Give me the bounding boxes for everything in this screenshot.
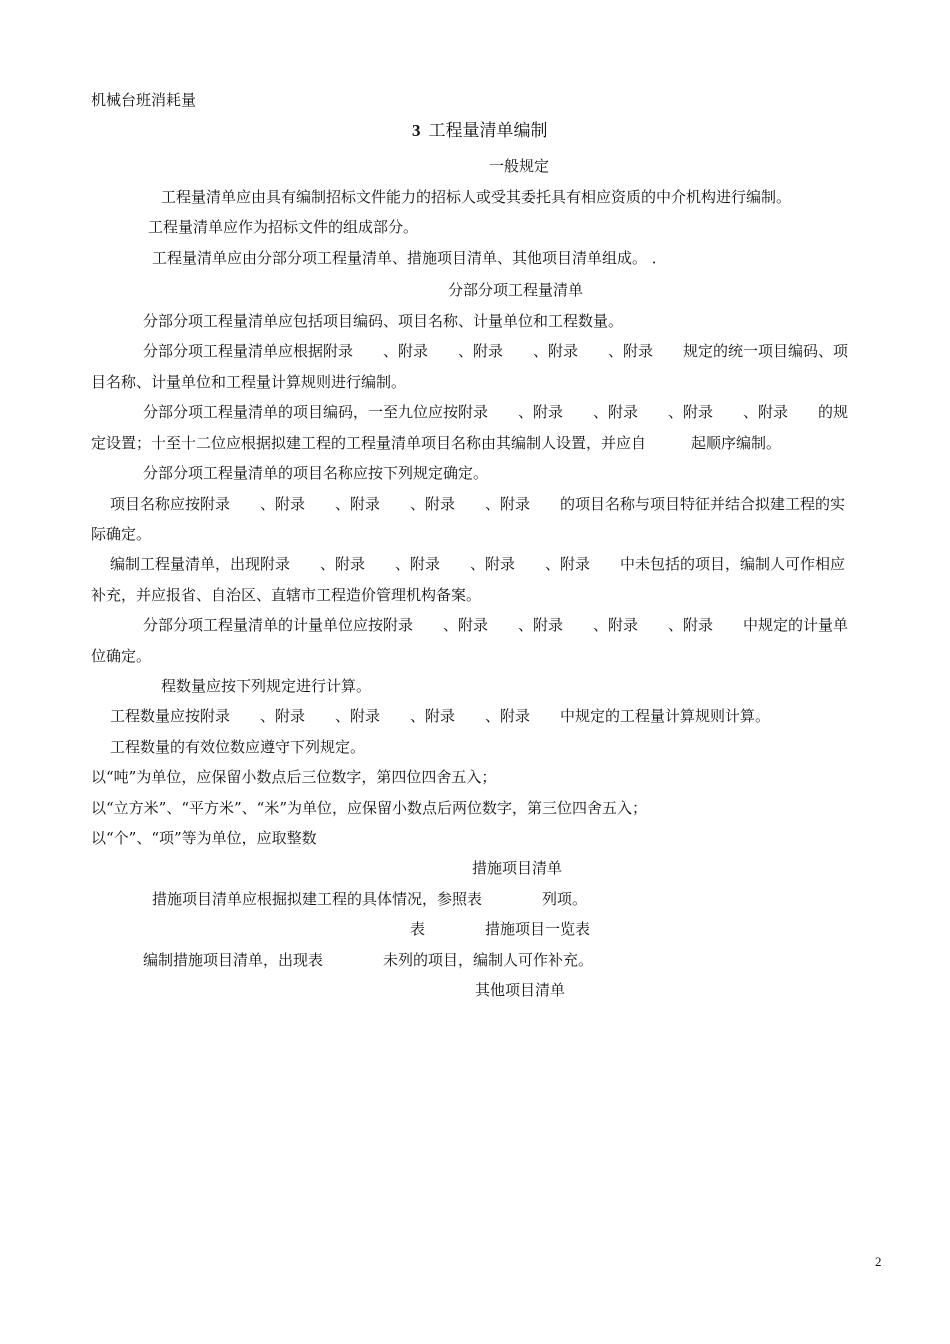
cuoshi-paragraph-2: 编制措施项目清单，出现表 未列的项目，编制人可作补充。 bbox=[143, 951, 594, 969]
chapter-number: 3 bbox=[412, 121, 421, 140]
section-heading-cuoshi: 措施项目清单 bbox=[472, 859, 563, 877]
fenbu-paragraph-10: 工程数量的有效位数应遵守下列规定。 bbox=[110, 738, 366, 756]
fenbu-paragraph-1: 分部分项工程量清单应包括项目编码、项目名称、计量单位和工程数量。 bbox=[143, 312, 624, 330]
cuoshi-table-caption: 表 措施项目一览表 bbox=[410, 920, 591, 938]
fenbu-paragraph-2-line-2: 目名称、计量单位和工程量计算规则进行编制。 bbox=[91, 373, 407, 391]
fenbu-paragraph-3-line-2: 定设置；十至十二位应根据拟建工程的工程量清单项目名称由其编制人设置，并应自 起顺序编制。 bbox=[91, 434, 782, 452]
fenbu-paragraph-4: 分部分项工程量清单的项目名称应按下列规定确定。 bbox=[143, 464, 489, 482]
general-paragraph-2: 工程量清单应作为招标文件的组成部分。 bbox=[148, 218, 419, 236]
fenbu-paragraph-8: 程数量应按下列规定进行计算。 bbox=[161, 677, 372, 695]
fenbu-paragraph-6-line-1: 编制工程量清单，出现附录 、附录 、附录 、附录 、附录 中未包括的项目，编制人可作相应 bbox=[110, 555, 846, 573]
fenbu-paragraph-13: 以“个”、“项”等为单位，应取整数 bbox=[91, 829, 317, 847]
fenbu-paragraph-3-line-1: 分部分项工程量清单的项目编码，一至九位应按附录 、附录 、附录 、附录 、附录 的规 bbox=[143, 403, 849, 421]
general-paragraph-1: 工程量清单应由具有编制招标文件能力的招标人或受其委托具有相应资质的中介机构进行编制。 bbox=[161, 188, 792, 206]
fenbu-paragraph-11: 以“吨”为单位，应保留小数点后三位数字，第四位四舍五入； bbox=[91, 768, 497, 786]
chapter-heading bbox=[412, 122, 548, 140]
header-text: 机械台班消耗量 bbox=[91, 91, 197, 109]
cuoshi-paragraph-1: 措施项目清单应根掘拟建工程的具体情况，参照表 列项。 bbox=[152, 890, 588, 908]
fenbu-paragraph-5-line-2: 际确定。 bbox=[91, 525, 152, 543]
fenbu-paragraph-5-line-1: 项目名称应按附录 、附录 、附录 、附录 、附录 的项目名称与项目特征并结合拟建工程的实 bbox=[110, 495, 846, 513]
general-paragraph-3: 工程量清单应由分部分项工程量清单、措施项目清单、其他项目清单组成。 ． bbox=[152, 249, 667, 267]
fenbu-paragraph-7-line-2: 位确定。 bbox=[91, 647, 152, 665]
fenbu-paragraph-9: 工程数量应按附录 、附录 、附录 、附录 、附录 中规定的工程量计算规则计算。 bbox=[110, 707, 771, 725]
section-heading-fenbu: 分部分项工程量清单 bbox=[448, 281, 584, 299]
chapter-title: 工程量清单编制 bbox=[428, 121, 548, 141]
section-heading-general: 一般规定 bbox=[489, 157, 550, 175]
fenbu-paragraph-12: 以“立方米”、“平方米”、“米”为单位，应保留小数点后两位数字，第三位四舍五入； bbox=[91, 799, 648, 817]
section-heading-qita: 其他项目清单 bbox=[475, 981, 566, 999]
fenbu-paragraph-2-line-1: 分部分项工程量清单应根据附录 、附录 、附录 、附录 、附录 规定的统一项目编码、项 bbox=[143, 342, 849, 360]
fenbu-paragraph-6-line-2: 补充，并应报省、自治区、直辖市工程造价管理机构备案。 bbox=[91, 586, 482, 604]
fenbu-paragraph-7-line-1: 分部分项工程量清单的计量单位应按附录 、附录 、附录 、附录 、附录 中规定的计量单 bbox=[143, 616, 849, 634]
page-number: 2 bbox=[875, 1254, 882, 1269]
